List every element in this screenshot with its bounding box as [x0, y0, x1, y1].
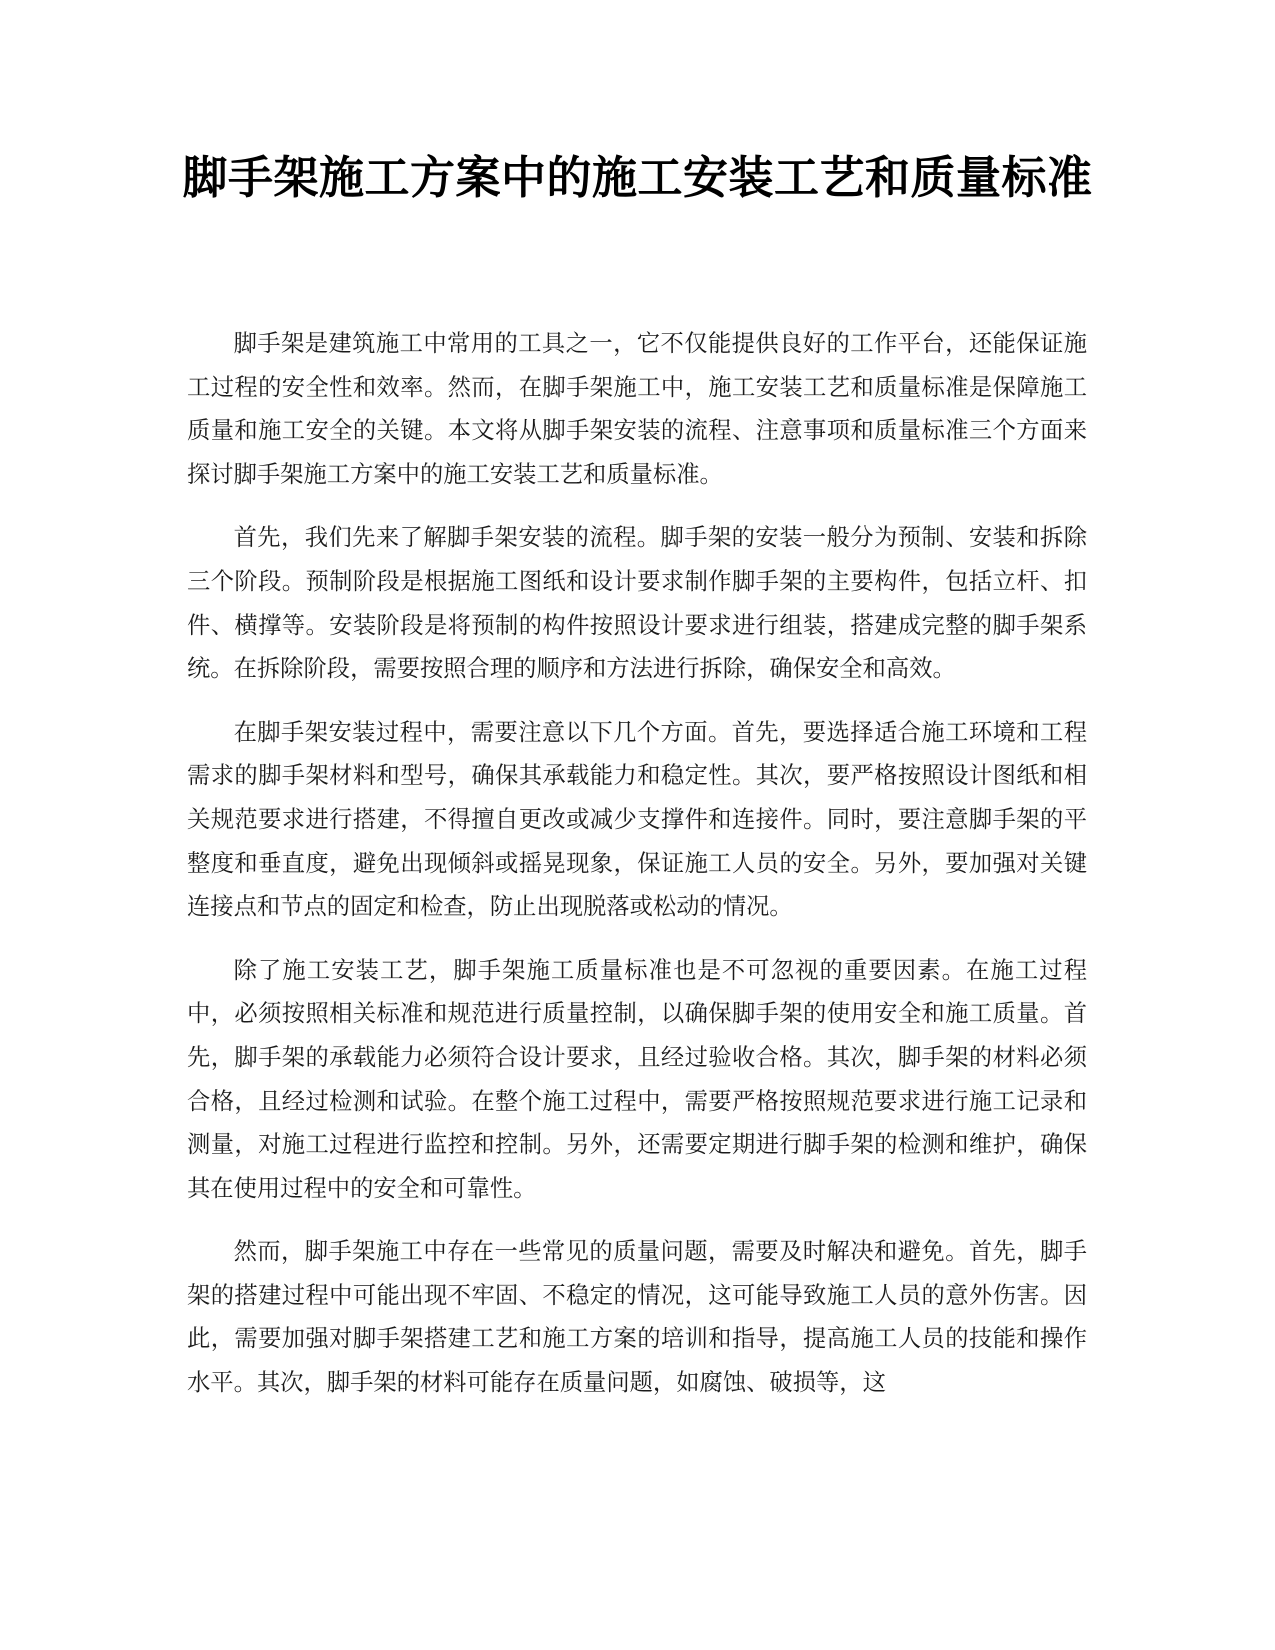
paragraph-5: 然而，脚手架施工中存在一些常见的质量问题，需要及时解决和避免。首先，脚手架的搭建过程中可能出现不牢固、不稳定的情况，这可能导致施工人员的意外伤害。因此，需要加强对脚手架搭建工艺和施工方案的培训和指导，提高施工人员的技能和操作水平。其次，脚手架的材料可能存在质量问题，如腐蚀、破损等，这 — [187, 1238, 1087, 1397]
document-body — [187, 322, 1087, 1425]
document-title: 脚手架施工方案中的施工安装工艺和质量标准 — [182, 151, 1093, 204]
paragraph-4: 除了施工安装工艺，脚手架施工质量标准也是不可忽视的重要因素。在施工过程中，必须按照相关标准和规范进行质量控制，以确保脚手架的使用安全和施工质量。首先，脚手架的承载能力必须符合设计要求，且经过验收合格。其次，脚手架的材料必须合格，且经过检测和试验。在整个施工过程中，需要严格按照规范要求进行施工记录和测量，对施工过程进行监控和控制。另外，还需要定期进行脚手架的检测和维护，确保其在使用过程中的安全和可靠性。 — [187, 956, 1087, 1202]
paragraph-2: 首先，我们先来了解脚手架安装的流程。脚手架的安装一般分为预制、安装和拆除三个阶段。预制阶段是根据施工图纸和设计要求制作脚手架的主要构件，包括立杆、扣件、横撑等。安装阶段是将预制的构件按照设计要求进行组装，搭建成完整的脚手架系统。在拆除阶段，需要按照合理的顺序和方法进行拆除，确保安全和高效。 — [187, 524, 1087, 683]
paragraph-3: 在脚手架安装过程中，需要注意以下几个方面。首先，要选择适合施工环境和工程需求的脚手架材料和型号，确保其承载能力和稳定性。其次，要严格按照设计图纸和相关规范要求进行搭建，不得擅自更改或减少支撑件和连接件。同时，要注意脚手架的平整度和垂直度，避免出现倾斜或摇晃现象，保证施工人员的安全。另外，要加强对关键连接点和节点的固定和检查，防止出现脱落或松动的情况。 — [187, 718, 1087, 921]
paragraph-1: 脚手架是建筑施工中常用的工具之一，它不仅能提供良好的工作平台，还能保证施工过程的安全性和效率。然而，在脚手架施工中，施工安装工艺和质量标准是保障施工质量和施工安全的关键。本文将从脚手架安装的流程、注意事项和质量标准三个方面来探讨脚手架施工方案中的施工安装工艺和质量标准。 — [187, 330, 1087, 488]
